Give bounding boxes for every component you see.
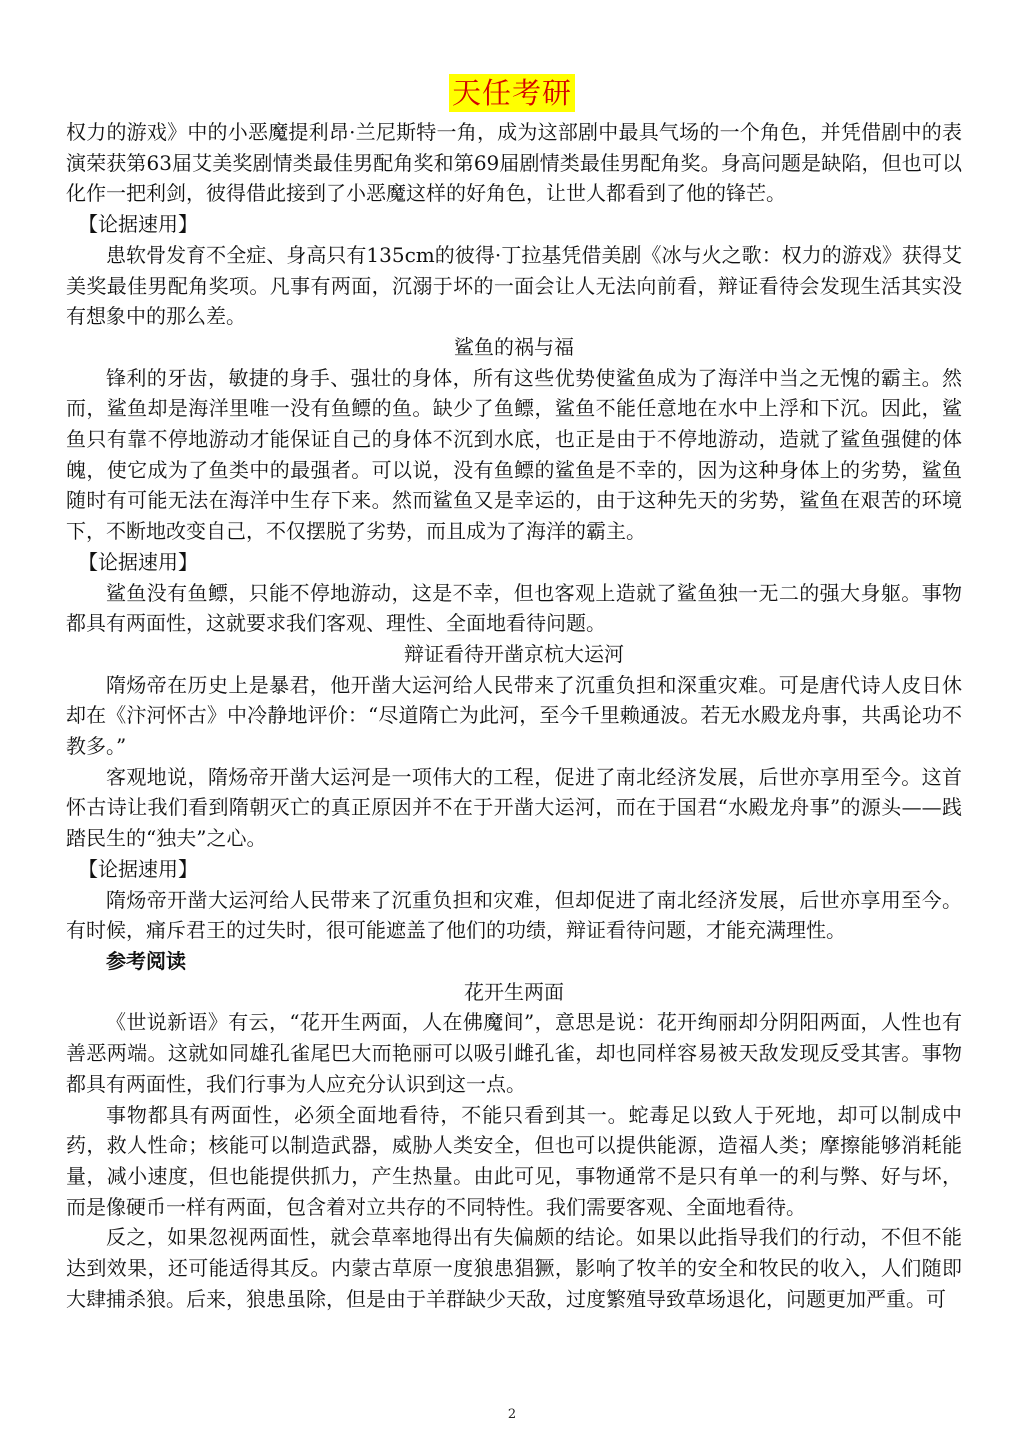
- brand-title: 天任考研: [449, 74, 575, 112]
- page-number: 2: [507, 1407, 517, 1422]
- section-heading: 花开生两面: [464, 979, 564, 1004]
- document-body: [66, 117, 962, 1314]
- paragraph: 隋炀帝开凿大运河给人民带来了沉重负担和灾难，但却促进了南北经济发展，后世亦享用至今。有时候，痛斥君王的过失时，很可能遮盖了他们的功绩，辩证看待问题，才能充满理性。: [66, 887, 962, 943]
- paragraph: 事物都具有两面性，必须全面地看待，不能只看到其一。蛇毒足以致人于死地，却可以制成中药，救人性命；核能可以制造武器，威胁人类安全，但也可以提供能源，造福人类；摩擦能够消耗能量，减小速度，但也能提供抓力，产生热量。由此可见，事物通常不是只有单一的利与弊、好与坏，而是像硬币一样有两面，包含着对立共存的不同特性。我们需要客观、全面地看待。: [66, 1102, 962, 1219]
- paragraph: 《世说新语》有云，“花开生两面，人在佛魔间”，意思是说：花开绚丽却分阴阳两面，人性也有善恶两端。这就如同雄孔雀尾巴大而艳丽可以吸引雌孔雀，却也同样容易被天敌发现反受其害。事物都具有两面性，我们行事为人应充分认识到这一点。: [66, 1010, 962, 1096]
- paragraph: 患软骨发育不全症、身高只有135cm的彼得·丁拉基凭借美剧《冰与火之歌：权力的游戏》获得艾美奖最佳男配角奖项。凡事有两面，沉溺于坏的一面会让人无法向前看，辩证看待会发现生活其实没有想象中的那么差。: [66, 242, 962, 329]
- paragraph: 隋炀帝在历史上是暴君，他开凿大运河给人民带来了沉重负担和深重灾难。可是唐代诗人皮日休却在《汴河怀古》中冷静地评价：“尽道隋亡为此河，至今千里赖通波。若无水殿龙舟事，共禹论功不教多。”: [66, 672, 962, 759]
- section-tag: 【论据速用】: [78, 856, 198, 881]
- paragraph: 客观地说，隋炀帝开凿大运河是一项伟大的工程，促进了南北经济发展，后世亦享用至今。这首怀古诗让我们看到隋朝灭亡的真正原因并不在于开凿大运河，而在于国君“水殿龙舟事”的源头——践踏民生的“独夫”之心。: [66, 764, 962, 851]
- section-heading: 鲨鱼的祸与福: [454, 334, 574, 359]
- paragraph: 反之，如果忽视两面性，就会草率地得出有失偏颇的结论。如果以此指导我们的行动，不但不能达到效果，还可能适得其反。内蒙古草原一度狼患猖獗，影响了牧羊的安全和牧民的收入，人们随即大肆捕杀狼。后来，狼患虽除，但是由于羊群缺少天敌，过度繁殖导致草场退化，问题更加严重。可: [66, 1225, 962, 1311]
- section-tag: 【论据速用】: [78, 212, 198, 237]
- section-heading: 辩证看待开凿京杭大运河: [404, 641, 624, 666]
- paragraph: 鲨鱼没有鱼鳔，只能不停地游动，这是不幸，但也客观上造就了鲨鱼独一无二的强大身躯。事物都具有两面性，这就要求我们客观、理性、全面地看待问题。: [66, 580, 962, 636]
- paragraph: 锋利的牙齿，敏捷的身手、强壮的身体，所有这些优势使鲨鱼成为了海洋中当之无愧的霸主。然而，鲨鱼却是海洋里唯一没有鱼鳔的鱼。缺少了鱼鳔，鲨鱼不能任意地在水中上浮和下沉。因此，鲨鱼只有靠不停地游动才能保证自己的身体不沉到水底，也正是由于不停地游动，造就了鲨鱼强健的体魄，使它成为了鱼类中的最强者。可以说，没有鱼鳔的鲨鱼是不幸的，因为这种身体上的劣势，鲨鱼随时有可能无法在海洋中生存下来。然而鲨鱼又是幸运的，由于这种先天的劣势，鲨鱼在艰苦的环境下，不断地改变自己，不仅摆脱了劣势，而且成为了海洋的霸主。: [66, 365, 962, 544]
- section-tag: 【论据速用】: [78, 549, 198, 574]
- reference-reading-heading: 参考阅读: [106, 948, 186, 973]
- page-header: [0, 74, 1024, 112]
- paragraph: 权力的游戏》中的小恶魔提利昂·兰尼斯特一角，成为这部剧中最具气场的一个角色，并凭借剧中的表演荣获第63届艾美奖剧情类最佳男配角奖和第69届剧情类最佳男配角奖。身高问题是缺陷，但也可以化作一把利剑，彼得借此接到了小恶魔这样的好角色，让世人都看到了他的锋芒。: [66, 120, 962, 206]
